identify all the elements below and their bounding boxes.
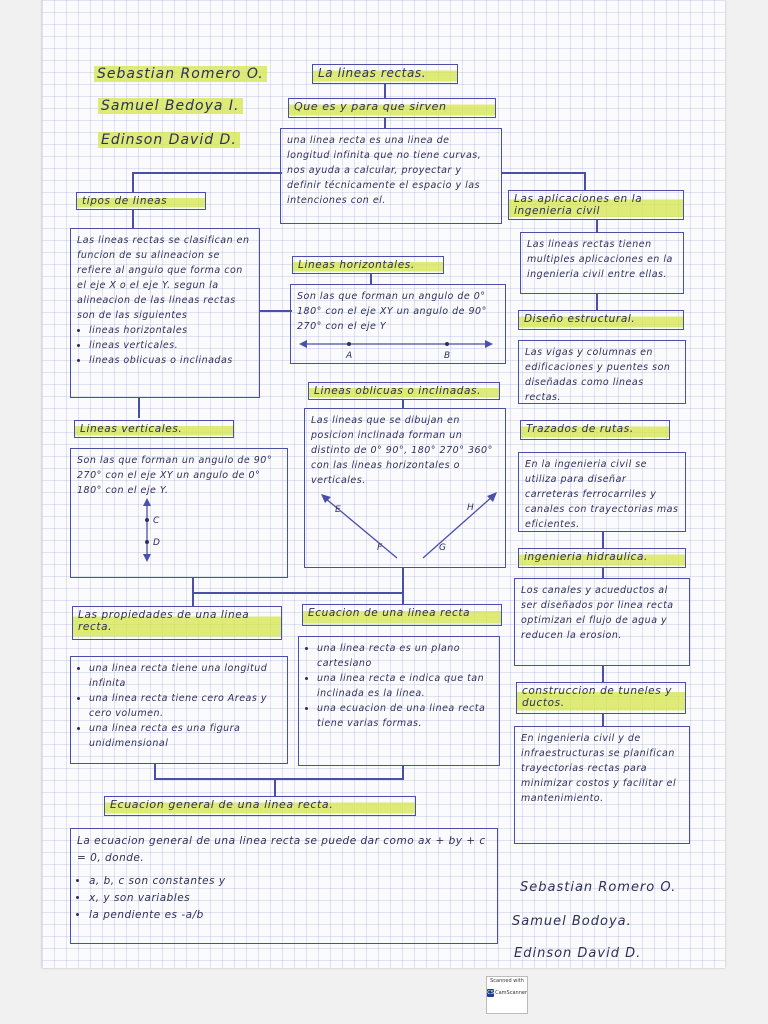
point-g-label: G [439,543,447,553]
connector [260,310,292,312]
general-title: Ecuacion general de una linea recta. [104,796,416,816]
connector [602,714,604,726]
scanner-brand: CamScanner [495,990,527,996]
connector [596,220,598,232]
connector [584,172,586,190]
tuneles-box: En ingenieria civil y de infraestructuras se planifican trayectorias rectas para minimizar costos y facilitar el mantenimiento. [514,726,690,844]
list-item: • una linea recta e indica que tan inclinada es la linea. [317,671,493,701]
hidraulica-title: ingenieria hidraulica. [518,548,686,568]
author-name-2: Samuel Bedoya I. [98,98,243,114]
tipos-box [70,228,260,398]
point-f-label: F [377,543,383,553]
camscanner-watermark [486,976,528,1014]
general-list [77,873,491,924]
point-a-label: A [346,351,353,360]
connector [132,210,134,228]
question-heading: Que es y para que sirven [288,98,496,118]
definition-box: una linea recta es una linea de longitud infinita que no tiene curvas, nos ayuda a calcular, proyectar y definir técnicamente el espacio y las intenciones con el. [280,128,502,224]
trazados-box: En la ingenieria civil se utiliza para diseñar carreteras ferrocarriles y canales con trayectorias mas eficientes. [518,452,686,532]
author-name-bottom-1: Sebastian Romero O. [520,880,677,895]
connector [132,172,282,174]
connector [502,172,584,174]
trazados-title: Trazados de rutas. [520,420,670,440]
connector [602,666,604,682]
oblique-line-diagram [311,488,501,564]
general-box [70,828,498,944]
verticales-text: Son las que forman un angulo de 90° 270° con el eje XY un angulo de 0° 180° con el eje Y. [77,455,273,496]
connector [192,592,194,606]
author-name-3: Edinson David D. [98,132,240,148]
author-name-1: Sebastian Romero O. [94,66,267,82]
connector [402,592,404,604]
horizontales-box [290,284,506,364]
author-name-bottom-3: Edinson David D. [514,946,642,961]
connector [384,118,386,128]
connector [596,294,598,310]
map-title: La lineas rectas. [312,64,458,84]
connector [154,764,156,778]
connector [402,766,404,778]
tipos-title: tipos de lineas [76,192,206,210]
propiedades-box [70,656,288,764]
connector [602,568,604,578]
connector [154,778,404,780]
point-b-label: B [444,351,451,360]
connector [602,532,604,548]
general-text: La ecuacion general de una linea recta se puede dar como ax + by + c = 0, donde. [77,835,486,864]
notebook-page [42,0,725,968]
tuneles-title: construccion de tuneles y ductos. [516,682,686,714]
list-item: • lineas horizontales [89,323,253,338]
oblicuas-text: Las lineas que se dibujan en posicion inclinada forman un distinto de 0° 90°, 180° 270° 360° con las lineas horizontales o verticales. [311,415,493,486]
aplicaciones-title: Las aplicaciones en la ingenieria civil [508,190,684,220]
diseno-title: Diseño estructural. [518,310,684,330]
list-item: • una linea recta tiene una longitud infinita [89,661,281,691]
connector [132,172,134,192]
list-item: • x, y son variables [89,890,491,907]
verticales-title: Lineas verticales. [74,420,234,438]
scanner-caption: Scanned with [490,978,524,984]
connector [402,400,404,408]
verticales-box [70,448,288,578]
tipos-list [77,323,253,368]
connector [192,592,404,594]
ecuacion-box [298,636,500,766]
list-item: • una linea recta es un plano cartesiano [317,641,493,671]
list-item: • una linea recta es una figura unidimensional [89,721,281,751]
point-d-label: D [153,538,161,548]
oblicuas-box [304,408,506,568]
connector [138,398,140,418]
point-e-label: E [335,505,342,515]
list-item: • una ecuacion de una linea recta tiene varias formas. [317,701,493,731]
horizontal-line-diagram [297,334,497,360]
point-h-label: H [467,503,475,513]
horizontales-title: Lineas horizontales. [292,256,444,274]
scanner-logo [487,989,527,997]
camscanner-icon: CS [487,990,494,996]
list-item: • lineas oblicuas o inclinadas [89,353,253,368]
ecuacion-list [305,641,493,731]
diseno-box: Las vigas y columnas en edificaciones y puentes son diseñadas como lineas rectas. [518,340,686,404]
vertical-line-diagram [127,498,187,562]
point-c-label: C [153,516,160,526]
connector [384,84,386,98]
connector [274,778,276,796]
aplicaciones-box: Las lineas rectas tienen multiples aplicaciones en la ingenieria civil entre ellas. [520,232,684,294]
oblicuas-title: Lineas oblicuas o inclinadas. [308,382,500,400]
list-item: • la pendiente es -a/b [89,907,491,924]
hidraulica-box: Los canales y acueductos al ser diseñados por linea recta optimizan el flujo de agua y reducen la erosion. [514,578,690,666]
connector [192,578,194,592]
list-item: • lineas verticales. [89,338,253,353]
author-name-bottom-2: Samuel Bodoya. [512,914,632,929]
horizontales-text: Son las que forman un angulo de 0° 180° con el eje XY un angulo de 90° 270° con el eje Y [297,291,487,332]
connector [370,274,372,284]
list-item: • a, b, c son constantes y [89,873,491,890]
propiedades-list [77,661,281,751]
tipos-text: Las lineas rectas se clasifican en funcion de su alineacion se refiere al angulo que forma con el eje X o el eje Y. segun la alineacion de las lineas rectas son de las siguientes [77,235,250,321]
propiedades-title: Las propiedades de una linea recta. [72,606,282,640]
ecuacion-title: Ecuacion de una linea recta [302,604,502,626]
connector [402,568,404,592]
list-item: • una linea recta tiene cero Areas y cero volumen. [89,691,281,721]
